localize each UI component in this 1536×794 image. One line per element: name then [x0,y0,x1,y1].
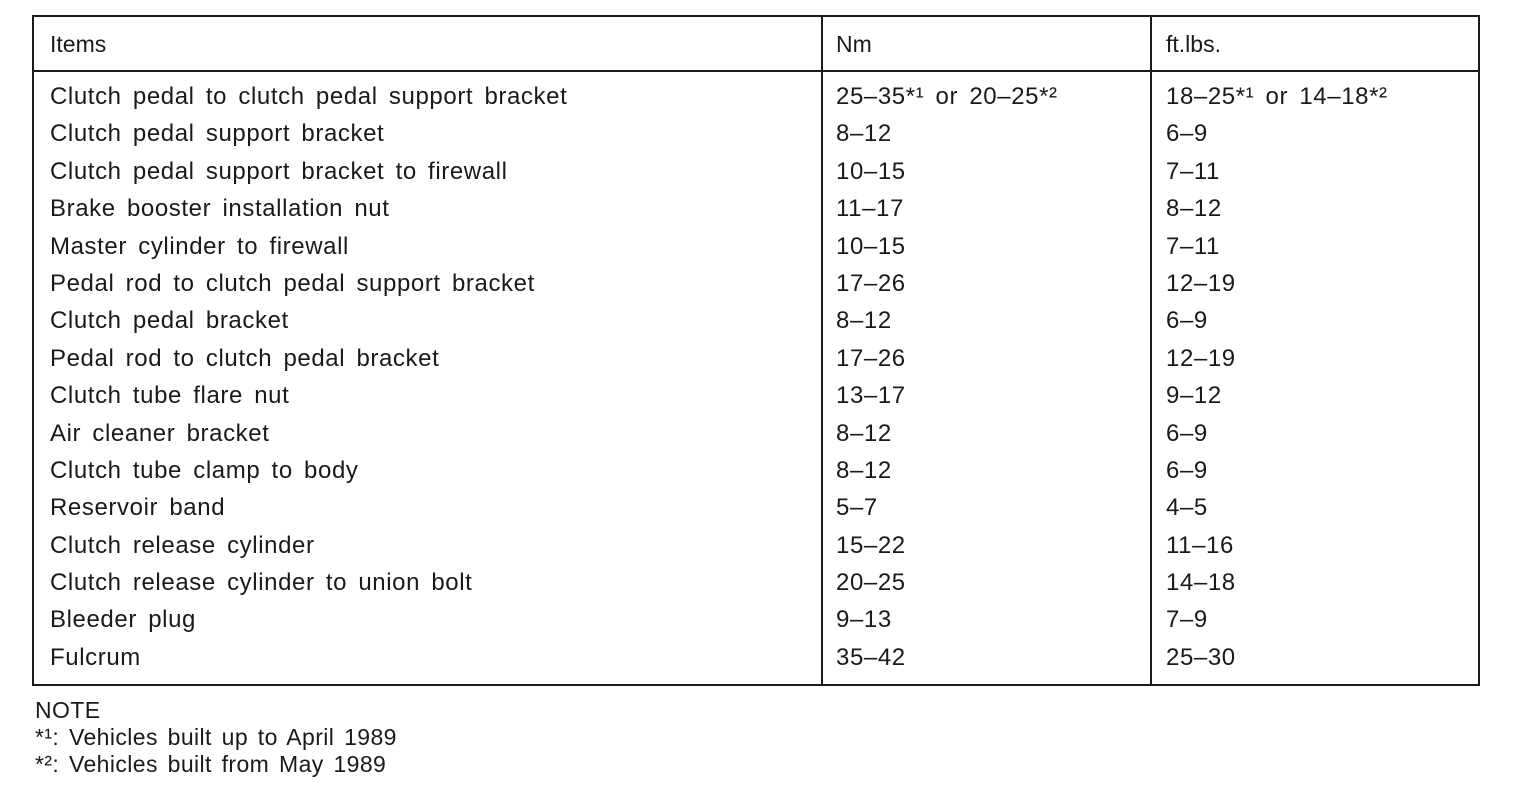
cell-ftlbs: 6–9 [1166,419,1208,447]
cell-nm: 15–22 [836,531,906,559]
cell-item: Brake booster installation nut [50,195,390,223]
table-row [34,380,1478,417]
cell-ftlbs: 12–19 [1166,344,1236,372]
cell-ftlbs: 14–18 [1166,569,1236,597]
cell-nm: 5–7 [836,494,878,522]
table-row [34,604,1478,641]
cell-nm: 10–15 [836,157,906,185]
header-nm: Nm [836,31,872,57]
header-ftlbs: ft.lbs. [1166,31,1221,57]
cell-item: Fulcrum [50,643,141,671]
cell-item: Pedal rod to clutch pedal bracket [50,344,440,372]
cell-ftlbs: 11–16 [1166,531,1234,559]
cell-nm: 13–17 [836,382,906,410]
cell-ftlbs: 18–25*¹ or 14–18*² [1166,83,1388,110]
cell-ftlbs: 6–9 [1166,307,1208,335]
cell-nm: 17–26 [836,344,906,372]
cell-ftlbs: 6–9 [1166,456,1208,484]
table-row [34,492,1478,529]
cell-nm: 8–12 [836,456,892,484]
cell-ftlbs: 7–11 [1166,157,1221,185]
note-title: NOTE [35,697,101,723]
cell-item: Clutch pedal bracket [50,307,289,335]
table-row [34,81,1478,118]
table-body [34,81,1478,679]
cell-nm: 8–12 [836,307,892,335]
table-row [34,418,1478,455]
table-row [34,193,1478,230]
cell-nm: 8–12 [836,120,892,148]
table-row [34,343,1478,380]
table-row [34,642,1478,679]
cell-item: Clutch tube flare nut [50,382,290,410]
note-line: *²: Vehicles built from May 1989 [35,751,387,777]
table-row [34,305,1478,342]
cell-item: Reservoir band [50,494,226,522]
table-row [34,118,1478,155]
cell-nm: 8–12 [836,419,892,447]
cell-nm: 25–35*¹ or 20–25*² [836,83,1058,110]
cell-nm: 9–13 [836,606,892,634]
header-items: Items [50,31,107,57]
cell-item: Clutch release cylinder to union bolt [50,569,473,597]
table-row [34,156,1478,193]
cell-ftlbs: 7–9 [1166,606,1208,634]
cell-nm: 20–25 [836,569,906,597]
note-line: *¹: Vehicles built up to April 1989 [35,724,397,750]
note-block [35,697,397,778]
cell-ftlbs: 7–11 [1166,232,1221,260]
cell-item: Bleeder plug [50,606,196,634]
cell-ftlbs: 12–19 [1166,269,1236,297]
cell-ftlbs: 6–9 [1166,120,1208,148]
cell-ftlbs: 8–12 [1166,195,1222,223]
cell-ftlbs: 4–5 [1166,494,1208,522]
table-header-row [34,17,1478,71]
cell-item: Master cylinder to firewall [50,232,349,260]
table-row [34,455,1478,492]
cell-item: Clutch pedal support bracket [50,120,385,148]
table-row [34,268,1478,305]
cell-ftlbs: 9–12 [1166,382,1222,410]
cell-item: Air cleaner bracket [50,419,270,447]
table-row [34,567,1478,604]
cell-item: Clutch release cylinder [50,531,315,559]
cell-item: Pedal rod to clutch pedal support bracket [50,269,535,297]
cell-nm: 35–42 [836,643,906,671]
cell-ftlbs: 25–30 [1166,643,1236,671]
cell-item: Clutch pedal to clutch pedal support bracket [50,83,568,110]
table-row [34,231,1478,268]
cell-item: Clutch tube clamp to body [50,456,359,484]
cell-nm: 11–17 [836,195,904,223]
table-row [34,530,1478,567]
cell-item: Clutch pedal support bracket to firewall [50,157,508,185]
cell-nm: 17–26 [836,269,906,297]
cell-nm: 10–15 [836,232,906,260]
torque-specification-table [32,15,1480,686]
